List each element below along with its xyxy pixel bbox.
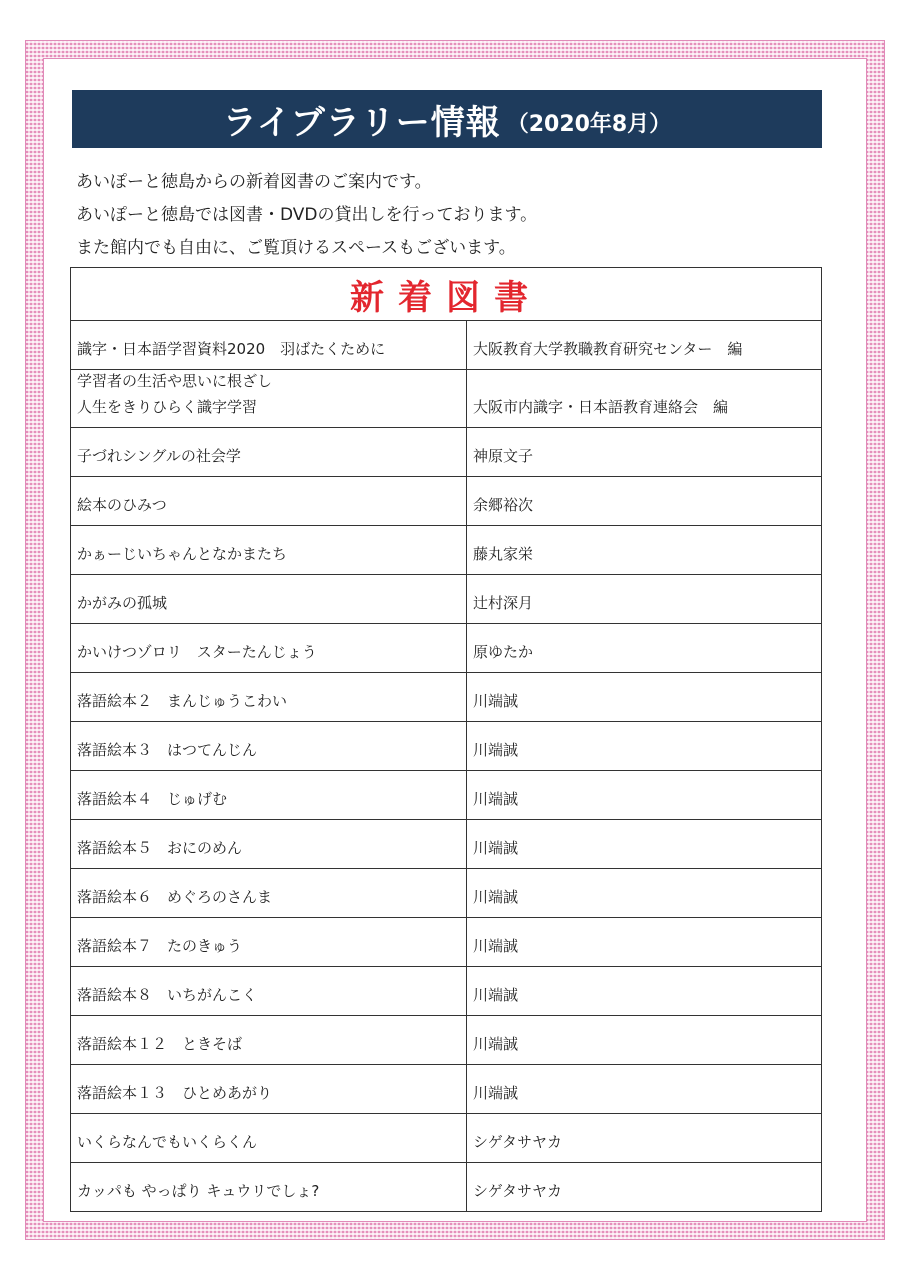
- book-author-cell: [467, 1016, 821, 1064]
- book-author: 大阪教育大学教職教育研究センター 編: [473, 340, 743, 358]
- book-author-cell: [467, 526, 821, 574]
- book-title: 落語絵本４ じゅげむ: [77, 790, 228, 808]
- book-author: 川端誠: [473, 839, 519, 857]
- table-row: [71, 673, 821, 722]
- table-row: [71, 1016, 821, 1065]
- book-author: 藤丸家栄: [473, 545, 534, 563]
- book-author: 大阪市内識字・日本語教育連絡会 編: [473, 398, 729, 416]
- intro-line: あいぽーと徳島からの新着図書のご案内です。: [76, 172, 432, 192]
- book-author-cell: [467, 428, 821, 476]
- book-author: 川端誠: [473, 937, 519, 955]
- book-author-cell: [467, 1065, 821, 1113]
- book-author: シゲタサヤカ: [473, 1133, 562, 1151]
- table-row: [71, 477, 821, 526]
- table-row: [71, 967, 821, 1016]
- table-heading: 新着図書: [71, 268, 821, 321]
- book-author-cell: [467, 967, 821, 1015]
- book-author-cell: [467, 918, 821, 966]
- intro-text: [76, 166, 836, 265]
- book-title-cell: [71, 820, 467, 868]
- table-row: [71, 1065, 821, 1114]
- table-row: [71, 370, 821, 428]
- book-title-cell: [71, 477, 467, 525]
- table-row: [71, 820, 821, 869]
- book-author-cell: [467, 624, 821, 672]
- book-title: 落語絵本６ めぐろのさんま: [77, 888, 273, 906]
- book-author-cell: [467, 722, 821, 770]
- book-author-cell: [467, 869, 821, 917]
- book-author-cell: [467, 1163, 821, 1211]
- table-row: [71, 918, 821, 967]
- table-body: [71, 321, 821, 1211]
- book-title-cell: [71, 1016, 467, 1064]
- book-title-cell: [71, 575, 467, 623]
- book-title-cell: [71, 1163, 467, 1211]
- book-title-cell: [71, 869, 467, 917]
- book-title-cell: [71, 321, 467, 369]
- page-date: （2020年8月）: [506, 111, 672, 137]
- book-title-cell: [71, 624, 467, 672]
- book-title: 落語絵本１３ ひとめあがり: [77, 1084, 273, 1102]
- book-author: 川端誠: [473, 888, 519, 906]
- title-banner: [72, 90, 822, 148]
- book-title-cell: [71, 771, 467, 819]
- table-row: [71, 869, 821, 918]
- book-author-cell: [467, 477, 821, 525]
- table-row: [71, 575, 821, 624]
- table-row: [71, 428, 821, 477]
- book-title-cell: [71, 1065, 467, 1113]
- book-author: シゲタサヤカ: [473, 1182, 562, 1200]
- book-author-cell: [467, 771, 821, 819]
- book-title: 絵本のひみつ: [77, 496, 167, 514]
- book-title-cell: [71, 526, 467, 574]
- book-author-cell: [467, 575, 821, 623]
- book-author: 辻村深月: [473, 594, 534, 612]
- book-author: 余郷裕次: [473, 496, 534, 514]
- table-row: [71, 321, 821, 370]
- new-books-table: [70, 267, 822, 1212]
- book-author-cell: [467, 820, 821, 868]
- book-title: 落語絵本８ いちがんこく: [77, 986, 258, 1004]
- book-title-cell: [71, 722, 467, 770]
- book-author-cell: [467, 1114, 821, 1162]
- book-title: 落語絵本５ おにのめん: [77, 839, 243, 857]
- book-author-cell: [467, 370, 821, 427]
- table-row: [71, 1163, 821, 1211]
- book-author-cell: [467, 673, 821, 721]
- book-author: 川端誠: [473, 1084, 519, 1102]
- book-title-cell: [71, 918, 467, 966]
- table-row: [71, 1114, 821, 1163]
- book-author: 川端誠: [473, 1035, 519, 1053]
- book-title: 子づれシングルの社会学: [77, 447, 241, 465]
- table-row: [71, 526, 821, 575]
- book-author: 川端誠: [473, 692, 519, 710]
- book-title: かがみの孤城: [77, 594, 168, 612]
- book-author: 川端誠: [473, 741, 519, 759]
- table-row: [71, 624, 821, 673]
- book-title: 落語絵本２ まんじゅうこわい: [77, 692, 288, 710]
- book-author: 原ゆたか: [473, 643, 534, 661]
- book-author: 神原文子: [473, 447, 534, 465]
- book-author: 川端誠: [473, 986, 519, 1004]
- book-title: カッパも やっぱり キュウリでしょ?: [77, 1182, 320, 1200]
- page-title: ライブラリー情報: [222, 102, 501, 143]
- book-title-cell: [71, 673, 467, 721]
- book-title: 落語絵本１２ ときそば: [77, 1035, 243, 1053]
- book-title-cell: [71, 370, 467, 427]
- book-title-line2: 人生をきりひらく識字学習: [77, 398, 258, 416]
- book-title-cell: [71, 428, 467, 476]
- book-title: 学習者の生活や思いに根ざし: [77, 372, 273, 390]
- book-title: 落語絵本３ はつてんじん: [77, 741, 258, 759]
- intro-line: あいぽーと徳島では図書・DVDの貸出しを行っております。: [76, 205, 538, 225]
- book-title: かぁーじいちゃんとなかまたち: [77, 545, 288, 563]
- book-title-cell: [71, 967, 467, 1015]
- book-author-cell: [467, 321, 821, 369]
- book-title: いくらなんでもいくらくん: [77, 1133, 258, 1151]
- intro-line: また館内でも自由に、ご覧頂けるスペースもございます。: [76, 238, 516, 258]
- book-title: 落語絵本７ たのきゅう: [77, 937, 243, 955]
- table-row: [71, 722, 821, 771]
- table-row: [71, 771, 821, 820]
- book-author: 川端誠: [473, 790, 519, 808]
- book-title: かいけつゾロリ スターたんじょう: [77, 643, 317, 661]
- book-title: 識字・日本語学習資料2020 羽ばたくために: [77, 340, 386, 358]
- book-title-cell: [71, 1114, 467, 1162]
